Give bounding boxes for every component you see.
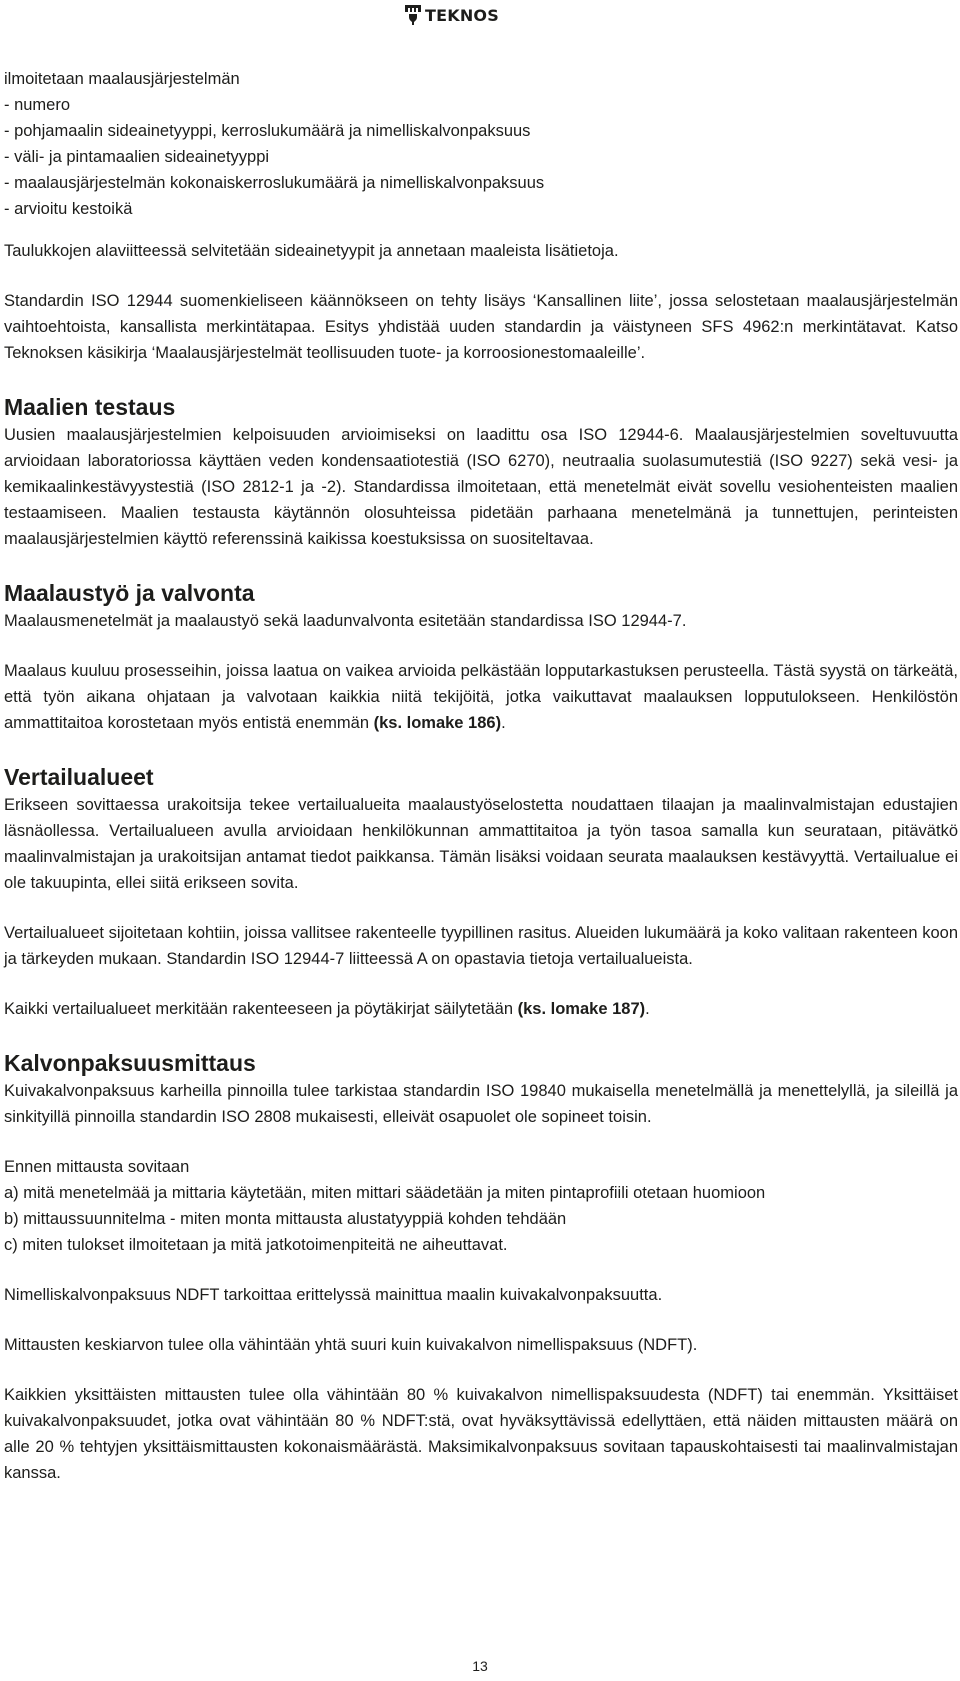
document-body	[4, 66, 958, 1486]
work-paragraph-2-text: Maalaus kuuluu prosesseihin, joissa laatua on vaikea arvioida pelkästään lopputarkastuksen perusteella. Tästä syystä on tärkeätä, että työn aikana ohjataan ja valvotaan kaikkia niitä tekijöitä, jotka vaikuttavat maalauksen lopputulokseen. Henkilöstön ammattitaitoa korostetaan myös entistä enemmän	[4, 662, 958, 732]
reference-paragraph-2: Vertailualueet sijoitetaan kohtiin, joissa vallitsee rakenteelle tyypillinen rasitus. Alueiden lukumäärä ja koko valitaan rakenteen koon ja tärkeyden mukaan. Standardin ISO 12944-7 liitteessä A on opastavia tietoja vertailualueista.	[4, 924, 958, 968]
list-item: ilmoitetaan maalausjärjestelmän	[4, 70, 240, 88]
work-paragraph-2-end: .	[501, 714, 506, 732]
list-item: - väli- ja pintamaalien sideainetyyppi	[4, 148, 270, 166]
heading-work: Maalaustyö ja valvonta	[4, 580, 255, 606]
heading-reference: Vertailualueet	[4, 764, 154, 790]
intro-list	[4, 66, 958, 222]
reference-paragraph-3	[4, 996, 958, 1022]
heading-testing: Maalien testaus	[4, 394, 176, 420]
list-item: - pohjamaalin sideainetyyppi, kerroslukumäärä ja nimelliskalvonpaksuus	[4, 122, 531, 140]
thickness-paragraph-2: Nimelliskalvonpaksuus NDFT tarkoittaa erittelyssä mainittua maalin kuivakalvonpaksuutta.	[4, 1286, 663, 1304]
work-paragraph-2	[4, 658, 958, 736]
measurement-list	[4, 1154, 958, 1258]
teknos-brush-icon	[404, 4, 422, 26]
list-item: b) mittaussuunnitelma - miten monta mittausta alustatyyppiä kohden tehdään	[4, 1210, 567, 1228]
form-reference-187: (ks. lomake 187)	[517, 1000, 646, 1018]
brand-name: TEKNOS	[425, 5, 499, 25]
list-item: - numero	[4, 96, 71, 114]
list-item: a) mitä menetelmää ja mittaria käytetään, miten mittari säädetään ja miten pintaprofiili otetaan huomioon	[4, 1184, 766, 1202]
work-paragraph-1: Maalausmenetelmät ja maalaustyö sekä laadunvalvonta esitetään standardissa ISO 12944-7.	[4, 612, 687, 630]
list-item: Ennen mittausta sovitaan	[4, 1158, 190, 1176]
footnotes-paragraph: Taulukkojen alaviitteessä selvitetään sideainetyypit ja annetaan maaleista lisätietoja.	[4, 242, 619, 260]
list-item: - maalausjärjestelmän kokonaiskerroslukumäärä ja nimelliskalvonpaksuus	[4, 174, 545, 192]
thickness-paragraph-4: Kaikkien yksittäisten mittausten tulee olla vähintään 80 % kuivakalvon nimellispaksuudesta (NDFT) tai enemmän. Yksittäiset kuivakalvonpaksuudet, jotka ovat vähintään 80 % NDFT:stä, ovat hyväksyttävissä edellyttäen, että näiden mittausten määrä on alle 20 % tehtyjen yksittäismittausten kokonaismäärästä. Maksimikalvonpaksuus sovitaan tapauskohtaisesti tai maalinvalmistajan kanssa.	[4, 1386, 958, 1482]
thickness-paragraph-3: Mittausten keskiarvon tulee olla vähintään yhtä suuri kuin kuivakalvon nimellispaksuus (NDFT).	[4, 1336, 698, 1354]
standard-paragraph: Standardin ISO 12944 suomenkieliseen käännökseen on tehty lisäys ‘Kansallinen liite’, jossa selostetaan maalausjärjestelmän vaihtoehtoista, kansallista merkintätapaa. Esitys yhdistää uuden standardin ja väistyneen SFS 4962:n merkintätavat. Katso Teknoksen käsikirja ‘Maalausjärjestelmät teollisuuden tuote- ja korroosionestomaaleille’.	[4, 292, 958, 362]
thickness-paragraph-1: Kuivakalvonpaksuus karheilla pinnoilla tulee tarkistaa standardin ISO 19840 mukaisella menetelmällä ja menettelyllä, ja sileillä ja sinkityillä pinnoilla standardin ISO 2808 mukaisesti, elleivät osapuolet ole sopineet toisin.	[4, 1082, 958, 1126]
reference-paragraph-1: Erikseen sovittaessa urakoitsija tekee vertailualueita maalaustyöselostetta noudattaen tilaajan ja maalinvalmistajan edustajien läsnäollessa. Vertailualueen avulla arvioidaan henkilökunnan ammattitaitoa ja työn tasoa samalla kun seurataan, pitävätkö maalinvalmistajan ja urakoitsijan antamat tiedot paikkansa. Tämän lisäksi voidaan seurata maalauksen kestävyyttä. Vertailualue ei ole takuupinta, ellei siitä erikseen sovita.	[4, 796, 958, 892]
page-number: 13	[472, 1658, 488, 1674]
form-reference-186: (ks. lomake 186)	[373, 714, 502, 732]
list-item: - arvioitu kestoikä	[4, 200, 133, 218]
testing-paragraph: Uusien maalausjärjestelmien kelpoisuuden arvioimiseksi on laadittu osa ISO 12944-6. Maalausjärjestelmien soveltuvuutta arvioidaan laboratoriossa käyttäen veden kondensaatiotestiä (ISO 6270), neutraalia suolasumutestiä (ISO 9227) sekä vesi- ja kemikaalinkestävyystestiä (ISO 2812-1 ja -2). Standardissa ilmoitetaan, että menetelmät eivät sovellu vesiohenteisten maalien testaamiseen. Maalien testausta käytännön olosuhteissa pidetään parhaana menetelmänä ja tunnettujen, perinteisten maalausjärjestelmien käyttö referenssinä kaikissa koestuksissa on suositeltavaa.	[4, 426, 958, 548]
list-item: c) miten tulokset ilmoitetaan ja mitä jatkotoimenpiteitä ne aiheuttavat.	[4, 1236, 508, 1254]
heading-thickness: Kalvonpaksuusmittaus	[4, 1050, 256, 1076]
reference-paragraph-3-text: Kaikki vertailualueet merkitään rakenteeseen ja pöytäkirjat säilytetään	[4, 1000, 518, 1018]
reference-paragraph-3-end: .	[645, 1000, 650, 1018]
teknos-logo	[404, 2, 499, 28]
